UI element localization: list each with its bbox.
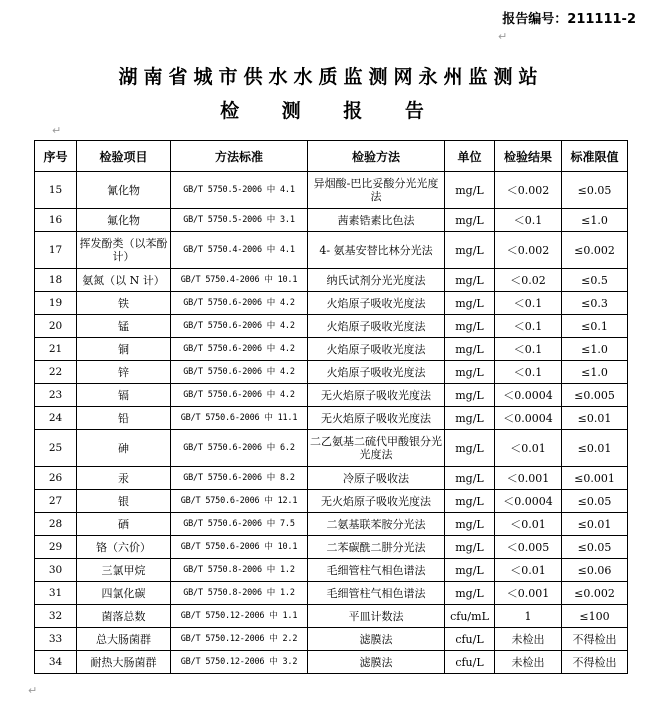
table-row	[35, 292, 628, 315]
paragraph-mark-icon: ↵	[498, 30, 508, 43]
col-header-item: 检验项目	[77, 141, 171, 172]
cell-standard: GB/T 5750.6-2006 中 4.2	[171, 338, 308, 361]
cell-unit: mg/L	[445, 536, 495, 559]
cell-standard: GB/T 5750.12-2006 中 1.1	[171, 605, 308, 628]
cell-item: 氰化物	[77, 172, 171, 209]
cell-limit: ≤0.05	[562, 490, 628, 513]
cell-standard: GB/T 5750.6-2006 中 7.5	[171, 513, 308, 536]
cell-no: 34	[35, 651, 77, 674]
cell-limit: ≤0.002	[562, 582, 628, 605]
col-header-unit: 单位	[445, 141, 495, 172]
cell-limit: ≤0.5	[562, 269, 628, 292]
cell-item: 镉	[77, 384, 171, 407]
cell-unit: mg/L	[445, 232, 495, 269]
cell-method: 冷原子吸收法	[308, 467, 445, 490]
table-row	[35, 490, 628, 513]
cell-result: ＜0.01	[495, 513, 562, 536]
cell-no: 29	[35, 536, 77, 559]
cell-no: 18	[35, 269, 77, 292]
cell-standard: GB/T 5750.6-2006 中 8.2	[171, 467, 308, 490]
cell-standard: GB/T 5750.4-2006 中 4.1	[171, 232, 308, 269]
cell-item: 锰	[77, 315, 171, 338]
cell-no: 28	[35, 513, 77, 536]
cell-unit: mg/L	[445, 338, 495, 361]
cell-limit: ≤0.06	[562, 559, 628, 582]
cell-unit: mg/L	[445, 513, 495, 536]
col-header-no: 序号	[35, 141, 77, 172]
table-row	[35, 559, 628, 582]
cell-method: 毛细管柱气相色谱法	[308, 559, 445, 582]
cell-limit: ≤1.0	[562, 338, 628, 361]
cell-unit: cfu/L	[445, 651, 495, 674]
cell-no: 16	[35, 209, 77, 232]
cell-standard: GB/T 5750.8-2006 中 1.2	[171, 559, 308, 582]
cell-unit: mg/L	[445, 209, 495, 232]
cell-limit: ≤0.05	[562, 172, 628, 209]
cell-standard: GB/T 5750.5-2006 中 3.1	[171, 209, 308, 232]
cell-result: ＜0.1	[495, 292, 562, 315]
cell-standard: GB/T 5750.12-2006 中 2.2	[171, 628, 308, 651]
cell-result: ＜0.001	[495, 467, 562, 490]
cell-no: 26	[35, 467, 77, 490]
cell-no: 24	[35, 407, 77, 430]
report-number: 报告编号：211111-2	[502, 12, 636, 27]
col-header-limit: 标准限值	[562, 141, 628, 172]
cell-item: 砷	[77, 430, 171, 467]
cell-limit: ≤1.0	[562, 209, 628, 232]
cell-no: 31	[35, 582, 77, 605]
table-row	[35, 361, 628, 384]
cell-unit: mg/L	[445, 559, 495, 582]
table-header-row	[35, 141, 628, 172]
report-title: 湖南省城市供水水质监测网永州监测站	[118, 66, 544, 88]
table-row	[35, 513, 628, 536]
cell-item: 硒	[77, 513, 171, 536]
cell-result: ＜0.0004	[495, 407, 562, 430]
cell-limit: ≤0.001	[562, 467, 628, 490]
table-row	[35, 407, 628, 430]
cell-result: ＜0.02	[495, 269, 562, 292]
cell-no: 30	[35, 559, 77, 582]
cell-unit: mg/L	[445, 407, 495, 430]
cell-unit: cfu/L	[445, 628, 495, 651]
cell-standard: GB/T 5750.6-2006 中 4.2	[171, 361, 308, 384]
cell-limit: 不得检出	[562, 628, 628, 651]
cell-standard: GB/T 5750.6-2006 中 4.2	[171, 292, 308, 315]
cell-no: 19	[35, 292, 77, 315]
cell-method: 火焰原子吸收光度法	[308, 315, 445, 338]
cell-method: 4- 氨基安替比林分光法	[308, 232, 445, 269]
table-row	[35, 209, 628, 232]
table-body	[35, 172, 628, 674]
cell-limit: 不得检出	[562, 651, 628, 674]
cell-method: 无火焰原子吸收光度法	[308, 490, 445, 513]
table-row	[35, 582, 628, 605]
table-row	[35, 232, 628, 269]
cell-item: 挥发酚类（以苯酚计）	[77, 232, 171, 269]
cell-limit: ≤0.005	[562, 384, 628, 407]
cell-no: 20	[35, 315, 77, 338]
cell-item: 氨氮（以 N 计）	[77, 269, 171, 292]
cell-result: ＜0.1	[495, 338, 562, 361]
cell-limit: ≤1.0	[562, 361, 628, 384]
cell-item: 四氯化碳	[77, 582, 171, 605]
cell-result: ＜0.1	[495, 361, 562, 384]
cell-standard: GB/T 5750.6-2006 中 6.2	[171, 430, 308, 467]
cell-unit: mg/L	[445, 315, 495, 338]
cell-result: ＜0.1	[495, 209, 562, 232]
cell-item: 银	[77, 490, 171, 513]
cell-method: 火焰原子吸收光度法	[308, 338, 445, 361]
cell-limit: ≤0.01	[562, 513, 628, 536]
cell-unit: mg/L	[445, 292, 495, 315]
cell-method: 毛细管柱气相色谱法	[308, 582, 445, 605]
paragraph-mark-icon: ↵	[28, 684, 38, 697]
cell-method: 滤膜法	[308, 651, 445, 674]
cell-unit: mg/L	[445, 384, 495, 407]
table-row	[35, 628, 628, 651]
cell-item: 汞	[77, 467, 171, 490]
cell-method: 火焰原子吸收光度法	[308, 292, 445, 315]
report-subtitle: 检 测 报 告	[220, 100, 442, 122]
cell-item: 铅	[77, 407, 171, 430]
cell-standard: GB/T 5750.5-2006 中 4.1	[171, 172, 308, 209]
cell-unit: mg/L	[445, 430, 495, 467]
cell-method: 无火焰原子吸收光度法	[308, 384, 445, 407]
cell-no: 15	[35, 172, 77, 209]
cell-standard: GB/T 5750.6-2006 中 11.1	[171, 407, 308, 430]
cell-standard: GB/T 5750.6-2006 中 10.1	[171, 536, 308, 559]
table-row	[35, 269, 628, 292]
cell-standard: GB/T 5750.4-2006 中 10.1	[171, 269, 308, 292]
cell-no: 27	[35, 490, 77, 513]
cell-no: 22	[35, 361, 77, 384]
cell-standard: GB/T 5750.6-2006 中 12.1	[171, 490, 308, 513]
cell-no: 25	[35, 430, 77, 467]
cell-limit: ≤0.05	[562, 536, 628, 559]
cell-limit: ≤0.1	[562, 315, 628, 338]
cell-limit: ≤100	[562, 605, 628, 628]
cell-method: 二乙氨基二硫代甲酸银分光光度法	[308, 430, 445, 467]
cell-method: 茜素锆素比色法	[308, 209, 445, 232]
cell-item: 铜	[77, 338, 171, 361]
col-header-result: 检验结果	[495, 141, 562, 172]
cell-result: 未检出	[495, 628, 562, 651]
results-table	[34, 140, 628, 674]
table-row	[35, 172, 628, 209]
cell-no: 17	[35, 232, 77, 269]
cell-standard: GB/T 5750.6-2006 中 4.2	[171, 315, 308, 338]
cell-unit: mg/L	[445, 490, 495, 513]
cell-unit: cfu/mL	[445, 605, 495, 628]
table-row	[35, 430, 628, 467]
cell-result: 1	[495, 605, 562, 628]
cell-item: 锌	[77, 361, 171, 384]
cell-unit: mg/L	[445, 582, 495, 605]
cell-standard: GB/T 5750.6-2006 中 4.2	[171, 384, 308, 407]
cell-result: ＜0.005	[495, 536, 562, 559]
cell-no: 23	[35, 384, 77, 407]
cell-limit: ≤0.3	[562, 292, 628, 315]
cell-result: ＜0.01	[495, 430, 562, 467]
cell-limit: ≤0.01	[562, 430, 628, 467]
table-row	[35, 467, 628, 490]
cell-method: 无火焰原子吸收光度法	[308, 407, 445, 430]
cell-method: 平皿计数法	[308, 605, 445, 628]
table-row	[35, 536, 628, 559]
cell-method: 纳氏试剂分光光度法	[308, 269, 445, 292]
cell-limit: ≤0.01	[562, 407, 628, 430]
cell-result: ＜0.001	[495, 582, 562, 605]
cell-item: 铁	[77, 292, 171, 315]
cell-unit: mg/L	[445, 269, 495, 292]
cell-result: ＜0.0004	[495, 384, 562, 407]
cell-method: 滤膜法	[308, 628, 445, 651]
cell-method: 异烟酸-巴比妥酸分光光度法	[308, 172, 445, 209]
cell-result: ＜0.002	[495, 172, 562, 209]
cell-unit: mg/L	[445, 467, 495, 490]
paragraph-mark-icon: ↵	[52, 124, 62, 137]
cell-unit: mg/L	[445, 361, 495, 384]
table-row	[35, 315, 628, 338]
cell-item: 氟化物	[77, 209, 171, 232]
cell-result: ＜0.002	[495, 232, 562, 269]
cell-unit: mg/L	[445, 172, 495, 209]
cell-result: ＜0.1	[495, 315, 562, 338]
cell-standard: GB/T 5750.12-2006 中 3.2	[171, 651, 308, 674]
cell-limit: ≤0.002	[562, 232, 628, 269]
cell-method: 二苯碳酰二肼分光法	[308, 536, 445, 559]
cell-no: 33	[35, 628, 77, 651]
cell-item: 总大肠菌群	[77, 628, 171, 651]
col-header-method: 检验方法	[308, 141, 445, 172]
table-row	[35, 384, 628, 407]
cell-item: 铬（六价）	[77, 536, 171, 559]
col-header-standard: 方法标准	[171, 141, 308, 172]
cell-standard: GB/T 5750.8-2006 中 1.2	[171, 582, 308, 605]
table-row	[35, 605, 628, 628]
cell-no: 21	[35, 338, 77, 361]
cell-result: ＜0.0004	[495, 490, 562, 513]
table-row	[35, 651, 628, 674]
cell-no: 32	[35, 605, 77, 628]
cell-item: 耐热大肠菌群	[77, 651, 171, 674]
cell-result: ＜0.01	[495, 559, 562, 582]
table-row	[35, 338, 628, 361]
cell-item: 三氯甲烷	[77, 559, 171, 582]
cell-method: 二氨基联苯胺分光法	[308, 513, 445, 536]
cell-result: 未检出	[495, 651, 562, 674]
cell-item: 菌落总数	[77, 605, 171, 628]
cell-method: 火焰原子吸收光度法	[308, 361, 445, 384]
